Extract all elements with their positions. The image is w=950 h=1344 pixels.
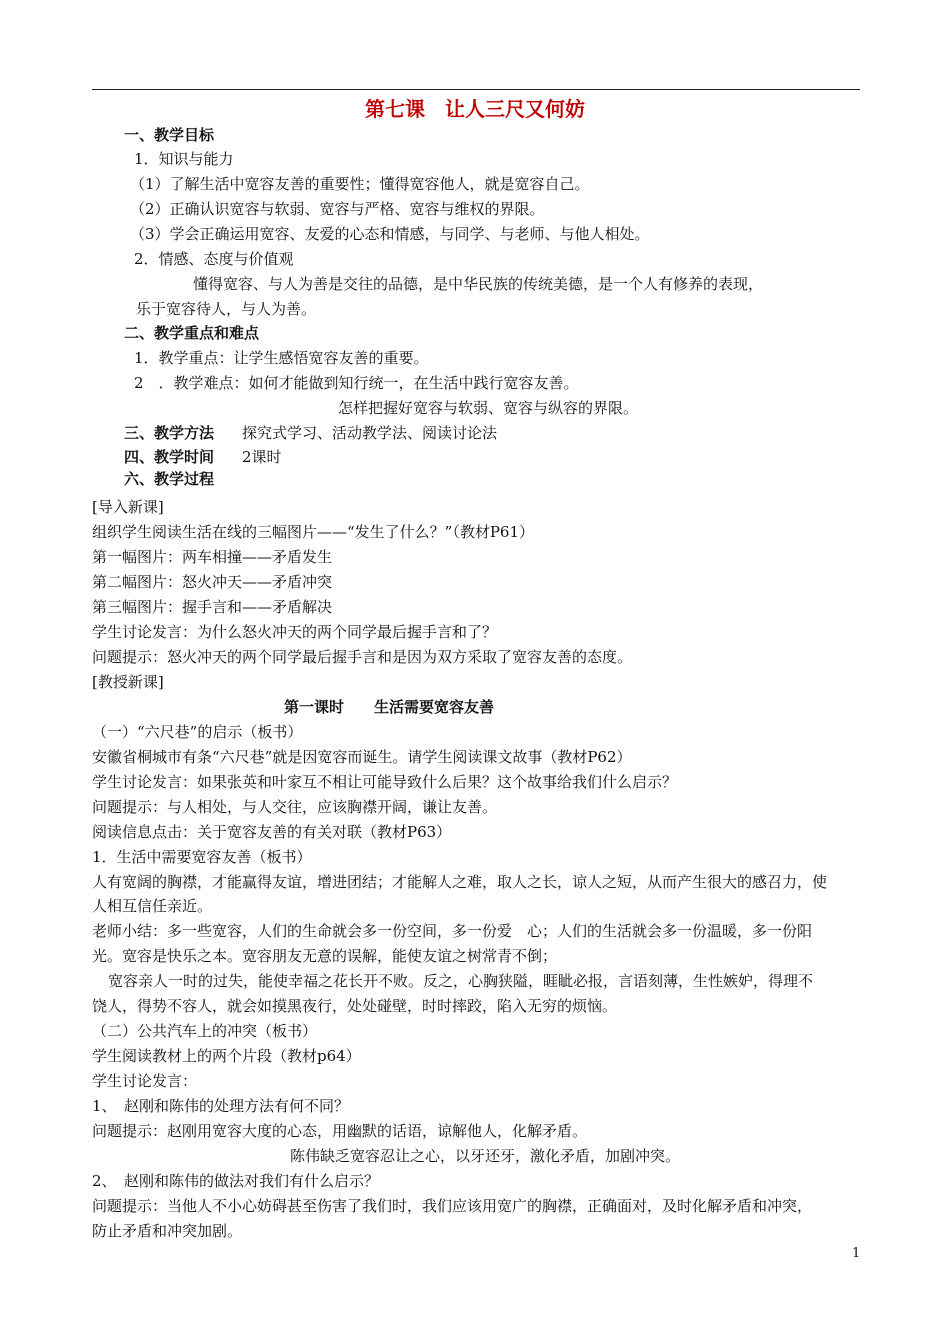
text-line: 怎样把握好宽容与软弱、宽容与纵容的界限。	[338, 399, 639, 417]
text-line: （2）正确认识宽容与软弱、宽容与严格、宽容与维权的界限。	[130, 200, 545, 218]
text-line: 学生讨论发言：为什么怒火冲天的两个同学最后握手言和了？	[92, 623, 498, 641]
text-line: 学生讨论发言：如果张英和叶家互不相让可能导致什么后果？这个故事给我们什么启示？	[92, 773, 678, 791]
text-line: （3）学会正确运用宽容、友爱的心态和情感，与同学、与老师、与他人相处。	[130, 225, 650, 243]
text-line: 问题提示：赵刚用宽容大度的心态，用幽默的话语，谅解他人，化解矛盾。	[92, 1122, 588, 1140]
text-line: 防止矛盾和冲突加剧。	[92, 1222, 243, 1240]
text-line: 宽容亲人一时的过失，能使幸福之花长开不败。反之，心胸狭隘，睚眦必报，言语刻薄，生性嫉妒，得理不	[108, 972, 814, 990]
text-line: 2．情感、态度与价值观	[134, 250, 294, 268]
text-line: 1．生活中需要宽容友善（板书）	[92, 848, 312, 866]
text-line: 乐于宽容待人，与人为善。	[136, 300, 317, 318]
header-rule	[92, 89, 860, 90]
text-line: 1、 赵刚和陈伟的处理方法有何不同？	[92, 1097, 350, 1115]
text-line: 1．知识与能力	[134, 150, 234, 168]
text-line: 人有宽阔的胸襟，才能赢得友谊，增进团结；才能解人之难，取人之长，谅人之短，从而产生很大的感召力，使	[92, 873, 828, 891]
text-line: （二）公共汽车上的冲突（板书）	[92, 1022, 318, 1040]
text-line: 2 ．教学难点：如何才能做到知行统一，在生活中践行宽容友善。	[134, 374, 579, 392]
text-line: 学生阅读教材上的两个片段（教材p64）	[92, 1047, 361, 1065]
heading-time: 四、教学时间	[124, 448, 215, 466]
text-line: 问题提示：当他人不小心妨碍甚至伤害了我们时，我们应该用宽广的胸襟，正确面对，及时化解矛盾和冲突，	[92, 1197, 813, 1215]
page-number: 1	[852, 1246, 861, 1261]
text-line: 光。宽容是快乐之本。宽容朋友无意的误解，能使友谊之树常青不倒；	[92, 947, 558, 965]
text-line: [导入新课]	[92, 498, 164, 516]
text-line: 陈伟缺乏宽容忍让之心，以牙还牙，激化矛盾，加剧冲突。	[290, 1147, 681, 1165]
text-line: 饶人，得势不容人，就会如摸黑夜行，处处碰壁，时时摔跤，陷入无穷的烦恼。	[92, 997, 618, 1015]
lesson-subtitle: 第一课时 生活需要宽容友善	[284, 698, 495, 716]
text-line: [教授新课]	[92, 673, 164, 691]
text-line: 探究式学习、活动教学法、阅读讨论法	[242, 424, 498, 442]
text-line: 学生讨论发言：	[92, 1072, 198, 1090]
text-line: 老师小结：多一些宽容，人们的生命就会多一份空间，多一份爱 心；人们的生活就会多一份温暖，多一份阳	[92, 922, 813, 940]
text-line: 2课时	[242, 448, 282, 466]
heading-objectives: 一、教学目标	[124, 126, 215, 144]
text-line: （1）了解生活中宽容友善的重要性；懂得宽容他人，就是宽容自己。	[130, 175, 590, 193]
text-line: 第一幅图片：两车相撞——矛盾发生	[92, 548, 333, 566]
text-line: 2、 赵刚和陈伟的做法对我们有什么启示？	[92, 1172, 380, 1190]
text-line: 懂得宽容、与人为善是交往的品德，是中华民族的传统美德，是一个人有修养的表现，	[193, 275, 764, 293]
text-line: 1．教学重点：让学生感悟宽容友善的重要。	[134, 349, 429, 367]
page-title: 第七课 让人三尺又何妨	[365, 97, 585, 121]
text-line: 问题提示：怒火冲天的两个同学最后握手言和是因为双方采取了宽容友善的态度。	[92, 648, 633, 666]
text-line: （一）“六尺巷”的启示（板书）	[92, 723, 303, 741]
text-line: 人相互信任亲近。	[92, 897, 213, 915]
text-line: 第三幅图片：握手言和——矛盾解决	[92, 598, 333, 616]
heading-methods: 三、教学方法	[124, 424, 215, 442]
text-line: 第二幅图片：怒火冲天——矛盾冲突	[92, 573, 333, 591]
text-line: 阅读信息点击：关于宽容友善的有关对联（教材P63）	[92, 823, 452, 841]
text-line: 安徽省桐城市有条“六尺巷”就是因宽容而诞生。请学生阅读课文故事（教材P62）	[92, 748, 632, 766]
text-line: 问题提示：与人相处，与人交往，应该胸襟开阔，谦让友善。	[92, 798, 498, 816]
heading-key-points: 二、教学重点和难点	[124, 324, 260, 342]
heading-process: 六、教学过程	[124, 470, 215, 488]
text-line: 组织学生阅读生活在线的三幅图片——“发生了什么？”（教材P61）	[92, 523, 535, 541]
